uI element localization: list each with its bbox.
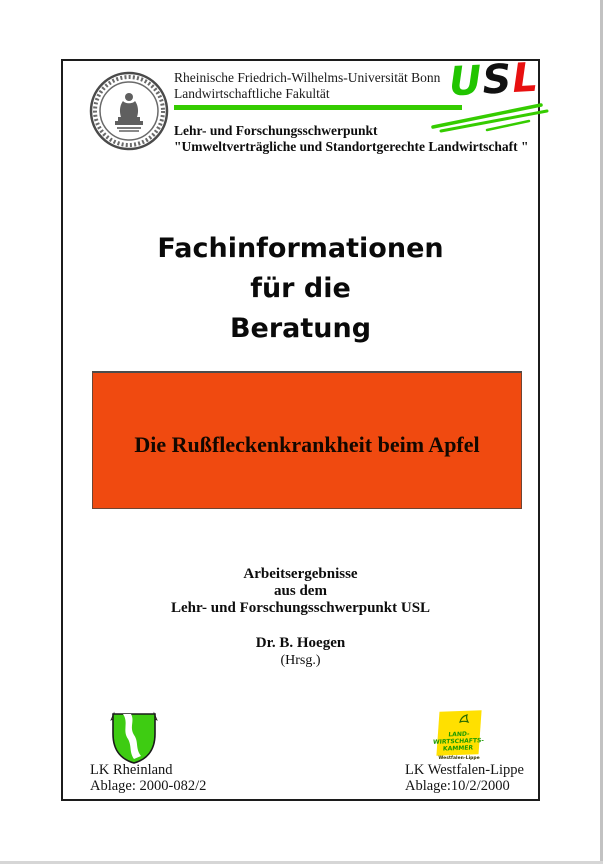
- university-name-block: [174, 70, 440, 102]
- lwk-westfalen-logo: [434, 709, 484, 765]
- university-line-1: Rheinische Friedrich-Wilhelms-Universität Bonn: [174, 70, 441, 85]
- university-line-2: Landwirtschaftliche Fakultät: [174, 86, 330, 101]
- editor-role: (Hrsg.): [280, 653, 321, 668]
- page-border-frame: [61, 54, 540, 801]
- lwk-logo-line-1: LAND-: [448, 730, 470, 739]
- usl-letter-u: U: [447, 57, 484, 106]
- editor-name: Dr. B. Hoegen: [255, 635, 346, 651]
- main-title-line-2: für die: [250, 273, 351, 304]
- lwk-logo-line-3: KAMMER: [442, 744, 474, 753]
- program-line-1: Lehr- und Forschungsschwerpunkt: [174, 123, 378, 138]
- footer-right-org: LK Westfalen-Lippe: [405, 762, 524, 778]
- lwk-logo-line-2: WIRTSCHAFTS-: [432, 737, 485, 746]
- rheinland-shield-icon: [107, 710, 161, 767]
- publisher-line-2: aus dem: [274, 583, 327, 599]
- footer-right-ref: Ablage:10/2/2000: [405, 778, 510, 794]
- usl-letter-l: L: [511, 54, 540, 103]
- footer-left-block: [90, 762, 206, 794]
- publisher-block: [63, 566, 538, 669]
- university-seal-icon: [89, 71, 169, 151]
- publisher-line-3: Lehr- und Forschungsschwerpunkt USL: [170, 600, 431, 616]
- footer-right-block: [405, 762, 524, 794]
- lwk-logo-subline: Westfalen-Lippe: [438, 756, 480, 761]
- lwk-emblem-icon: [458, 713, 470, 725]
- usl-letter-s: S: [481, 56, 514, 104]
- main-title-line-1: Fachinformationen: [157, 233, 444, 264]
- footer-left-org: LK Rheinland: [90, 762, 173, 778]
- publisher-line-1: Arbeitsergebnisse: [243, 566, 358, 582]
- program-block: [174, 123, 528, 154]
- program-line-2: "Umweltverträgliche und Standortgerechte Landwirtschaft ": [174, 138, 529, 154]
- green-underline: [174, 105, 462, 110]
- subject-banner: [92, 371, 522, 509]
- main-title: [63, 229, 538, 349]
- footer-left-ref: Ablage: 2000-082/2: [90, 778, 207, 794]
- subject-title: Die Rußfleckenkrankheit beim Apfel: [134, 431, 480, 457]
- main-title-line-3: Beratung: [229, 313, 372, 344]
